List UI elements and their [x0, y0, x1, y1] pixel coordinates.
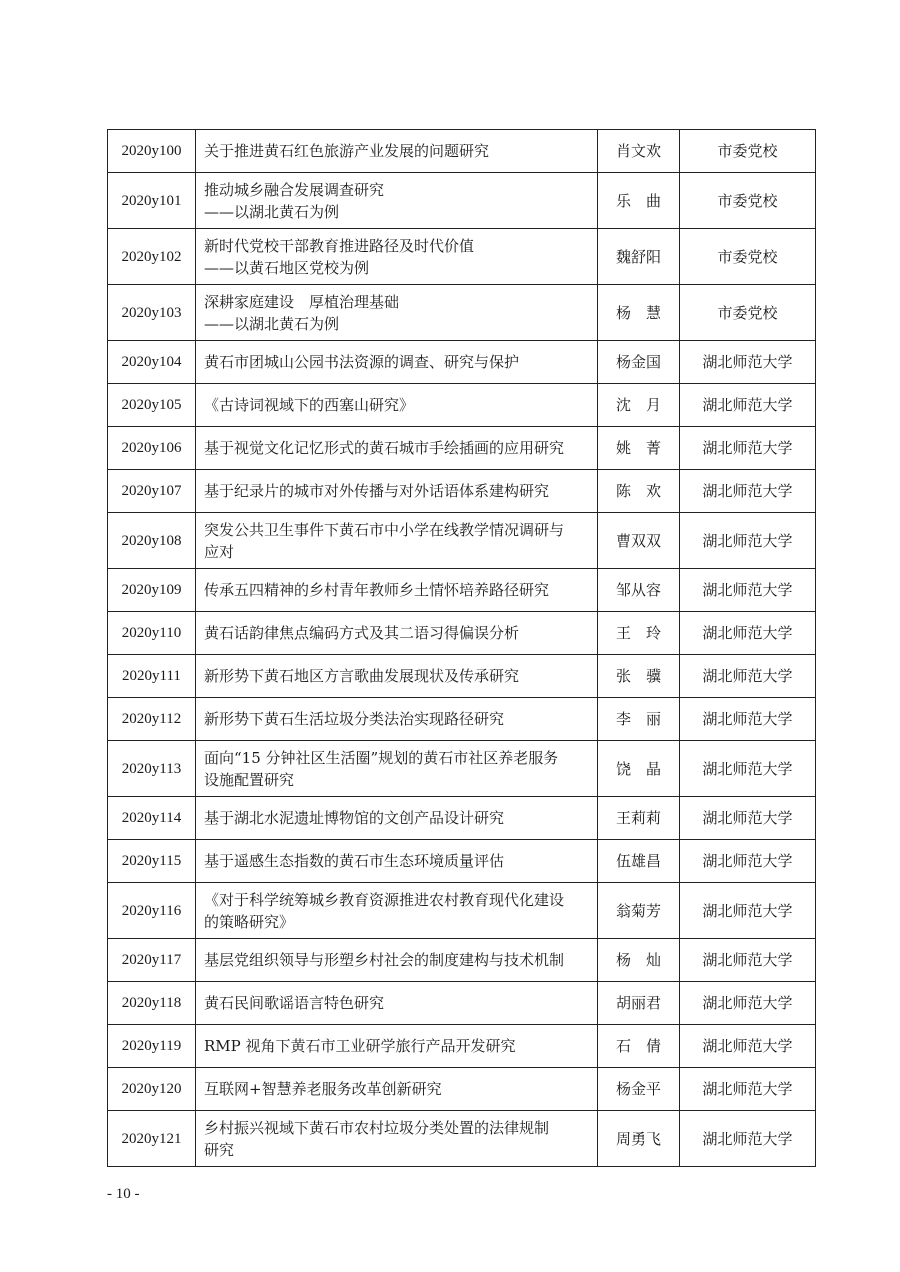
project-title-line: 新时代党校干部教育推进路径及时代价值 [204, 236, 475, 255]
project-title-line: 黄石话韵律焦点编码方式及其二语习得偏误分析 [204, 624, 520, 642]
project-unit-cell: 湖北师范大学 [680, 384, 816, 427]
project-code-cell: 2020y109 [108, 569, 196, 612]
project-title-line: 《对于科学统筹城乡教育资源推进农村教育现代化建设 [204, 890, 565, 909]
project-leader-cell: 曹双双 [598, 513, 680, 569]
project-title-line: RMP 视角下黄石市工业研学旅行产品开发研究 [204, 1037, 516, 1055]
project-title-cell [196, 285, 598, 341]
project-title-line: 基层党组织领导与形塑乡村社会的制度建构与技术机制 [204, 951, 565, 969]
project-title-cell [196, 384, 598, 427]
project-code-cell: 2020y115 [108, 840, 196, 883]
page-number: - 10 - [107, 1186, 140, 1202]
table-row [108, 698, 816, 741]
project-title-line: 基于纪录片的城市对外传播与对外话语体系建构研究 [204, 482, 550, 500]
project-table [107, 129, 816, 1167]
project-code-cell: 2020y117 [108, 939, 196, 982]
project-title-cell [196, 982, 598, 1025]
table-row [108, 130, 816, 173]
project-title-cell [196, 1111, 598, 1167]
project-subtitle-line: 研究 [204, 1140, 235, 1159]
project-leader-cell: 邹从容 [598, 569, 680, 612]
project-leader-cell: 陈 欢 [598, 470, 680, 513]
project-code-cell: 2020y119 [108, 1025, 196, 1068]
project-code-cell: 2020y111 [108, 655, 196, 698]
project-title-cell [196, 655, 598, 698]
table-row [108, 569, 816, 612]
project-leader-cell: 张 骥 [598, 655, 680, 698]
project-subtitle-line: 的策略研究》 [204, 912, 295, 931]
project-leader-cell: 乐 曲 [598, 173, 680, 229]
project-leader-cell: 饶 晶 [598, 741, 680, 797]
project-unit-cell: 市委党校 [680, 130, 816, 173]
project-title-cell [196, 797, 598, 840]
project-unit-cell: 湖北师范大学 [680, 840, 816, 883]
project-subtitle-line: ——以湖北黄石为例 [204, 314, 340, 333]
project-title-line: 突发公共卫生事件下黄石市中小学在线教学情况调研与 [204, 520, 565, 539]
project-title-cell [196, 470, 598, 513]
table-row [108, 1111, 816, 1167]
table-row [108, 1068, 816, 1111]
project-code-cell: 2020y106 [108, 427, 196, 470]
project-leader-cell: 翁菊芳 [598, 883, 680, 939]
project-title-line: 基于视觉文化记忆形式的黄石城市手绘插画的应用研究 [204, 439, 565, 457]
project-leader-cell: 沈 月 [598, 384, 680, 427]
project-unit-cell: 湖北师范大学 [680, 427, 816, 470]
project-leader-cell: 杨金国 [598, 341, 680, 384]
project-unit-cell: 湖北师范大学 [680, 612, 816, 655]
project-unit-cell: 湖北师范大学 [680, 569, 816, 612]
project-leader-cell: 王莉莉 [598, 797, 680, 840]
project-code-cell: 2020y121 [108, 1111, 196, 1167]
project-title-line: 黄石市团城山公园书法资源的调查、研究与保护 [204, 353, 520, 371]
project-code-cell: 2020y116 [108, 883, 196, 939]
project-title-cell [196, 229, 598, 285]
project-leader-cell: 胡丽君 [598, 982, 680, 1025]
project-title-line: 《古诗词视域下的西塞山研究》 [204, 396, 415, 414]
project-title-cell [196, 173, 598, 229]
project-title-line: 基于湖北水泥遗址博物馆的文创产品设计研究 [204, 809, 505, 827]
project-title-cell [196, 1068, 598, 1111]
project-code-cell: 2020y107 [108, 470, 196, 513]
project-leader-cell: 肖文欢 [598, 130, 680, 173]
table-row [108, 883, 816, 939]
project-code-cell: 2020y105 [108, 384, 196, 427]
project-code-cell: 2020y100 [108, 130, 196, 173]
project-unit-cell: 湖北师范大学 [680, 1111, 816, 1167]
table-row [108, 285, 816, 341]
project-code-cell: 2020y101 [108, 173, 196, 229]
table-row [108, 840, 816, 883]
table-row [108, 341, 816, 384]
project-subtitle-line: ——以黄石地区党校为例 [204, 258, 370, 277]
project-subtitle-line: 设施配置研究 [204, 770, 295, 789]
project-unit-cell: 湖北师范大学 [680, 341, 816, 384]
project-title-cell [196, 130, 598, 173]
project-subtitle-line: ——以湖北黄石为例 [204, 202, 340, 221]
project-unit-cell: 湖北师范大学 [680, 939, 816, 982]
project-title-line: 互联网+智慧养老服务改革创新研究 [204, 1080, 442, 1098]
project-leader-cell: 杨 慧 [598, 285, 680, 341]
project-title-cell [196, 1025, 598, 1068]
project-title-cell [196, 427, 598, 470]
project-leader-cell: 杨金平 [598, 1068, 680, 1111]
table-row [108, 939, 816, 982]
project-leader-cell: 姚 菁 [598, 427, 680, 470]
project-title-cell [196, 840, 598, 883]
project-title-line: 推动城乡融合发展调查研究 [204, 180, 385, 199]
project-unit-cell: 市委党校 [680, 229, 816, 285]
project-leader-cell: 王 玲 [598, 612, 680, 655]
project-unit-cell: 市委党校 [680, 173, 816, 229]
project-title-cell [196, 341, 598, 384]
project-title-line: 黄石民间歌谣语言特色研究 [204, 994, 385, 1012]
project-unit-cell: 湖北师范大学 [680, 655, 816, 698]
project-title-cell [196, 939, 598, 982]
project-table-body [108, 130, 816, 1167]
table-row [108, 741, 816, 797]
project-unit-cell: 湖北师范大学 [680, 883, 816, 939]
project-title-line: 乡村振兴视域下黄石市农村垃圾分类处置的法律规制 [204, 1118, 550, 1137]
table-row [108, 470, 816, 513]
project-code-cell: 2020y102 [108, 229, 196, 285]
table-row [108, 797, 816, 840]
table-row [108, 229, 816, 285]
table-row [108, 173, 816, 229]
table-row [108, 612, 816, 655]
table-row [108, 427, 816, 470]
project-leader-cell: 石 倩 [598, 1025, 680, 1068]
project-title-cell [196, 612, 598, 655]
project-title-line: 新形势下黄石地区方言歌曲发展现状及传承研究 [204, 667, 520, 685]
project-title-line: 传承五四精神的乡村青年教师乡土情怀培养路径研究 [204, 581, 550, 599]
project-code-cell: 2020y114 [108, 797, 196, 840]
project-unit-cell: 湖北师范大学 [680, 1025, 816, 1068]
project-unit-cell: 湖北师范大学 [680, 513, 816, 569]
project-code-cell: 2020y113 [108, 741, 196, 797]
project-code-cell: 2020y120 [108, 1068, 196, 1111]
project-code-cell: 2020y108 [108, 513, 196, 569]
project-code-cell: 2020y118 [108, 982, 196, 1025]
project-unit-cell: 湖北师范大学 [680, 741, 816, 797]
project-leader-cell: 周勇飞 [598, 1111, 680, 1167]
project-code-cell: 2020y103 [108, 285, 196, 341]
project-unit-cell: 湖北师范大学 [680, 982, 816, 1025]
project-leader-cell: 杨 灿 [598, 939, 680, 982]
project-unit-cell: 湖北师范大学 [680, 470, 816, 513]
project-code-cell: 2020y110 [108, 612, 196, 655]
project-leader-cell: 伍雄昌 [598, 840, 680, 883]
project-title-cell [196, 513, 598, 569]
table-row [108, 982, 816, 1025]
project-title-line: 面向“15 分钟社区生活圈”规划的黄石市社区养老服务 [204, 748, 559, 767]
table-row [108, 513, 816, 569]
project-unit-cell: 湖北师范大学 [680, 797, 816, 840]
project-title-cell [196, 569, 598, 612]
project-title-cell [196, 698, 598, 741]
project-unit-cell: 湖北师范大学 [680, 1068, 816, 1111]
project-leader-cell: 魏舒阳 [598, 229, 680, 285]
project-unit-cell: 湖北师范大学 [680, 698, 816, 741]
project-subtitle-line: 应对 [204, 542, 235, 561]
project-title-cell [196, 883, 598, 939]
project-leader-cell: 李 丽 [598, 698, 680, 741]
table-row [108, 655, 816, 698]
project-code-cell: 2020y112 [108, 698, 196, 741]
project-code-cell: 2020y104 [108, 341, 196, 384]
project-title-cell [196, 741, 598, 797]
table-row [108, 384, 816, 427]
project-title-line: 关于推进黄石红色旅游产业发展的问题研究 [204, 142, 490, 160]
project-unit-cell: 市委党校 [680, 285, 816, 341]
table-row [108, 1025, 816, 1068]
project-title-line: 深耕家庭建设 厚植治理基础 [204, 292, 400, 311]
project-title-line: 新形势下黄石生活垃圾分类法治实现路径研究 [204, 710, 505, 728]
project-title-line: 基于遥感生态指数的黄石市生态环境质量评估 [204, 852, 505, 870]
